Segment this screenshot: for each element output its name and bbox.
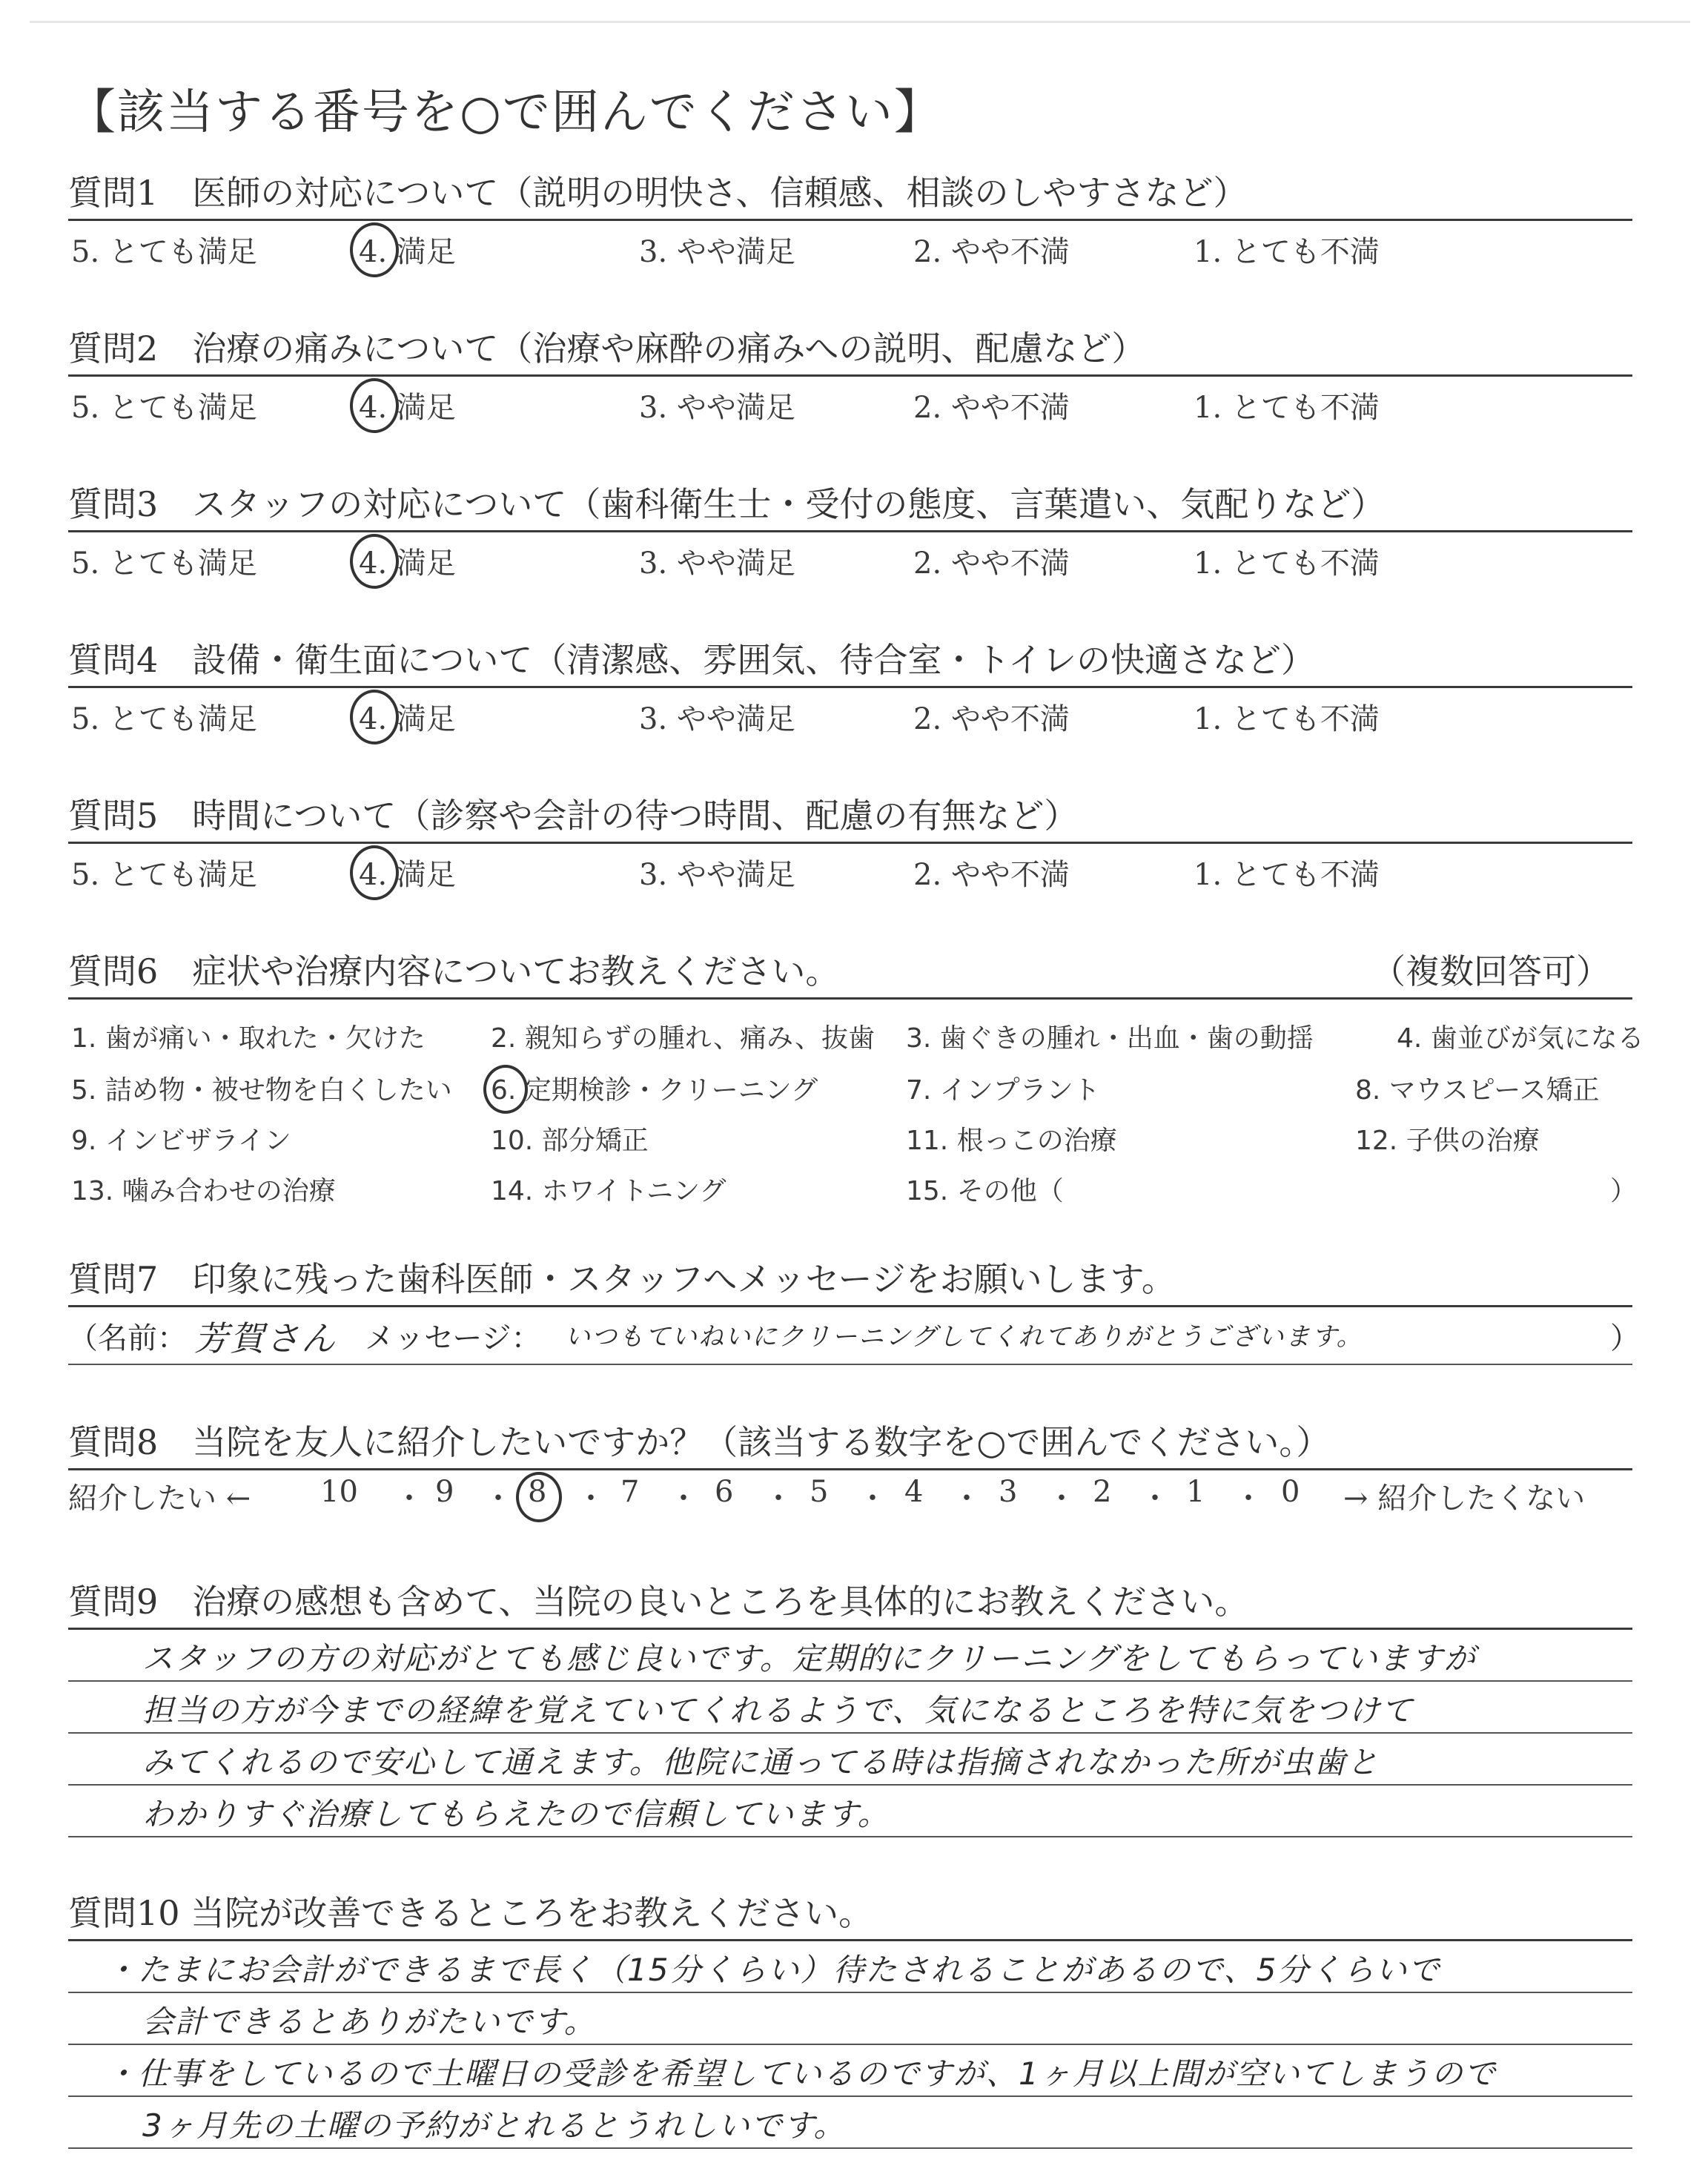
question-10-heading: 質問10 当院が改善できるところをお教えください。 [68, 1887, 1632, 1941]
question-3 [68, 478, 1632, 584]
rating-4[interactable]: 4. 満足 [359, 858, 456, 892]
scale-separator: ・ [1234, 1482, 1263, 1516]
question-9-answer [68, 1630, 1632, 1837]
question-7 [68, 1253, 1640, 1365]
question-10 [68, 1887, 1632, 2149]
option-10[interactable]: 10. 部分矯正 [491, 1126, 649, 1156]
scale-separator: ・ [1140, 1482, 1170, 1516]
scale-7[interactable]: 7 [620, 1475, 640, 1509]
scale-separator: ・ [1047, 1482, 1076, 1516]
question-10-answer [68, 1941, 1632, 2149]
answer-line [68, 1630, 1632, 1682]
question-8 [68, 1416, 1632, 1522]
answer-line [68, 2097, 1632, 2149]
rating-3[interactable]: 3. やや満足 [639, 858, 795, 892]
rating-5[interactable]: 5. とても満足 [71, 702, 257, 736]
option-8[interactable]: 8. マウスピース矯正 [1355, 1075, 1600, 1106]
rating-3[interactable]: 3. やや満足 [639, 702, 795, 736]
scale-separator: ・ [764, 1482, 793, 1516]
question-9-heading: 質問9 治療の感想も含めて、当院の良いところを具体的にお教えください。 [68, 1576, 1632, 1630]
question-7-heading: 質問7 印象に残った歯科医師・スタッフへメッセージをお願いします。 [68, 1253, 1632, 1307]
answer-line [68, 2045, 1632, 2097]
close-paren: ） [1610, 1321, 1640, 1355]
selection-circle [350, 690, 399, 744]
answer-text: 担当の方が今までの経緯を覚えていてくれるようで、気になるところを特に気をつけて [142, 1692, 1414, 1728]
answer-line [68, 1682, 1632, 1734]
option-15[interactable]: 15. その他（ [906, 1176, 1064, 1206]
page-title: 【該当する番号を○で囲んでください】 [68, 85, 943, 140]
scale-2[interactable]: 2 [1093, 1475, 1112, 1509]
question-8-heading: 質問8 当院を友人に紹介したいですか？（該当する数字を○で囲んでください。） [68, 1416, 1632, 1470]
rating-5[interactable]: 5. とても満足 [71, 391, 257, 425]
staff-message: いつもていねいにクリーニングしてくれてありがとうございます。 [565, 1322, 1363, 1352]
option-5[interactable]: 5. 詰め物・被せ物を白くしたい [71, 1075, 452, 1106]
question-3-heading: 質問3 スタッフの対応について（歯科衛生士・受付の態度、言葉遣い、気配りなど） [68, 478, 1632, 532]
rating-1[interactable]: 1. とても不満 [1194, 391, 1380, 425]
rating-4[interactable]: 4. 満足 [359, 235, 456, 269]
scale-4[interactable]: 4 [904, 1475, 924, 1509]
message-label: メッセージ： [365, 1321, 541, 1355]
scale-10[interactable]: 10 [320, 1475, 358, 1509]
question-6-options [68, 1000, 1644, 1215]
question-6 [68, 945, 1644, 1215]
rating-1[interactable]: 1. とても不満 [1194, 702, 1380, 736]
multiple-answers-note: （複数回答可） [1371, 951, 1610, 991]
option-4[interactable]: 4. 歯並びが気になる [1397, 1023, 1644, 1054]
scale-separator: ・ [669, 1482, 698, 1516]
option-14[interactable]: 14. ホワイトニング [491, 1176, 726, 1206]
question-2 [68, 323, 1632, 429]
staff-name: 芳賀さん [194, 1318, 337, 1358]
scale-0[interactable]: 0 [1281, 1475, 1300, 1509]
rating-2[interactable]: 2. やや不満 [913, 702, 1070, 736]
name-label: （名前： [68, 1321, 187, 1355]
answer-text: わかりすぐ治療してもらえたので信頼しています。 [142, 1796, 890, 1832]
question-4 [68, 634, 1632, 740]
question-2-heading: 質問2 治療の痛みについて（治療や麻酔の痛みへの説明、配慮など） [68, 323, 1632, 377]
option-15-close-paren: ） [1610, 1176, 1638, 1206]
rating-5[interactable]: 5. とても満足 [71, 235, 257, 269]
selection-circle [516, 1472, 562, 1522]
selection-circle [350, 534, 399, 589]
answer-text: スタッフの方の対応がとても感じ良いです。定期的にクリーニングをしてもらっていますが [142, 1640, 1477, 1677]
question-5-heading: 質問5 時間について（診察や会計の待つ時間、配慮の有無など） [68, 790, 1632, 844]
recommend-scale [68, 1470, 1632, 1522]
scale-8[interactable]: 8 [528, 1475, 547, 1509]
question-5 [68, 790, 1632, 896]
answer-text: みてくれるので安心して通えます。他院に通ってる時は指摘されなかった所が虫歯と [142, 1744, 1380, 1780]
question-9 [68, 1576, 1632, 1837]
option-7[interactable]: 7. インプラント [906, 1075, 1100, 1106]
not-recommend-label: → 紹介したくない [1343, 1482, 1586, 1516]
answer-line [68, 1734, 1632, 1786]
question-1 [68, 167, 1632, 273]
answer-text: ・たまにお会計ができるまで長く（15分くらい）待たされることがあるので、5分くらいで [105, 1952, 1441, 1988]
rating-3[interactable]: 3. やや満足 [639, 391, 795, 425]
rating-1[interactable]: 1. とても不満 [1194, 858, 1380, 892]
option-11[interactable]: 11. 根っこの治療 [906, 1126, 1117, 1156]
option-2[interactable]: 2. 親知らずの腫れ、痛み、抜歯 [491, 1023, 875, 1054]
rating-4[interactable]: 4. 満足 [359, 702, 456, 736]
rating-2[interactable]: 2. やや不満 [913, 546, 1070, 581]
scale-separator: ・ [858, 1482, 887, 1516]
question-4-heading: 質問4 設備・衛生面について（清潔感、雰囲気、待合室・トイレの快適さなど） [68, 634, 1632, 688]
answer-line [68, 1993, 1632, 2045]
rating-4[interactable]: 4. 満足 [359, 546, 456, 581]
option-1[interactable]: 1. 歯が痛い・取れた・欠けた [71, 1023, 426, 1054]
rating-4[interactable]: 4. 満足 [359, 391, 456, 425]
selection-circle [350, 378, 399, 433]
top-edge-line [30, 21, 1690, 23]
rating-2[interactable]: 2. やや不満 [913, 391, 1070, 425]
answer-line [68, 1941, 1632, 1993]
question-1-ratings [68, 221, 1632, 273]
question-6-heading [68, 945, 1632, 1000]
question-1-heading: 質問1 医師の対応について（説明の明快さ、信頼感、相談のしやすさなど） [68, 167, 1632, 221]
option-6[interactable]: 6. 定期検診・クリーニング [491, 1075, 818, 1106]
scale-6[interactable]: 6 [715, 1475, 734, 1509]
scale-5[interactable]: 5 [810, 1475, 829, 1509]
answer-text: 会計できるとありがたいです。 [142, 2004, 597, 2040]
rating-5[interactable]: 5. とても満足 [71, 546, 257, 581]
rating-2[interactable]: 2. やや不満 [913, 858, 1070, 892]
scale-9[interactable]: 9 [435, 1475, 454, 1509]
rating-5[interactable]: 5. とても満足 [71, 858, 257, 892]
scale-separator: ・ [394, 1482, 424, 1516]
rating-1[interactable]: 1. とても不満 [1194, 235, 1380, 269]
selection-circle [350, 222, 399, 277]
scale-separator: ・ [483, 1482, 513, 1516]
question-4-ratings [68, 688, 1632, 740]
answer-text: ・仕事をしているので土曜日の受診を希望しているのですが、1ヶ月以上間が空いてしまうので [105, 2055, 1497, 2092]
recommend-label: 紹介したい ← [68, 1482, 251, 1516]
scale-3[interactable]: 3 [999, 1475, 1018, 1509]
scale-separator: ・ [952, 1482, 982, 1516]
scale-1[interactable]: 1 [1186, 1475, 1205, 1509]
scale-separator: ・ [576, 1482, 606, 1516]
rating-3[interactable]: 3. やや満足 [639, 546, 795, 581]
option-12[interactable]: 12. 子供の治療 [1355, 1126, 1540, 1156]
selection-circle [483, 1065, 528, 1114]
question-7-answer [68, 1307, 1640, 1365]
answer-line [68, 1786, 1632, 1837]
rating-2[interactable]: 2. やや不満 [913, 235, 1070, 269]
question-3-ratings [68, 532, 1632, 584]
option-9[interactable]: 9. インビザライン [71, 1126, 291, 1156]
rating-3[interactable]: 3. やや満足 [639, 235, 795, 269]
question-5-ratings [68, 844, 1632, 896]
rating-1[interactable]: 1. とても不満 [1194, 546, 1380, 581]
selection-circle [350, 845, 399, 900]
question-6-title: 質問6 症状や治療内容についてお教えください。 [68, 951, 840, 991]
answer-text: 3ヶ月先の土曜の予約がとれるとうれしいです。 [142, 2107, 847, 2144]
question-2-ratings [68, 377, 1632, 429]
option-3[interactable]: 3. 歯ぐきの腫れ・出血・歯の動揺 [906, 1023, 1314, 1054]
option-13[interactable]: 13. 噛み合わせの治療 [71, 1176, 336, 1206]
